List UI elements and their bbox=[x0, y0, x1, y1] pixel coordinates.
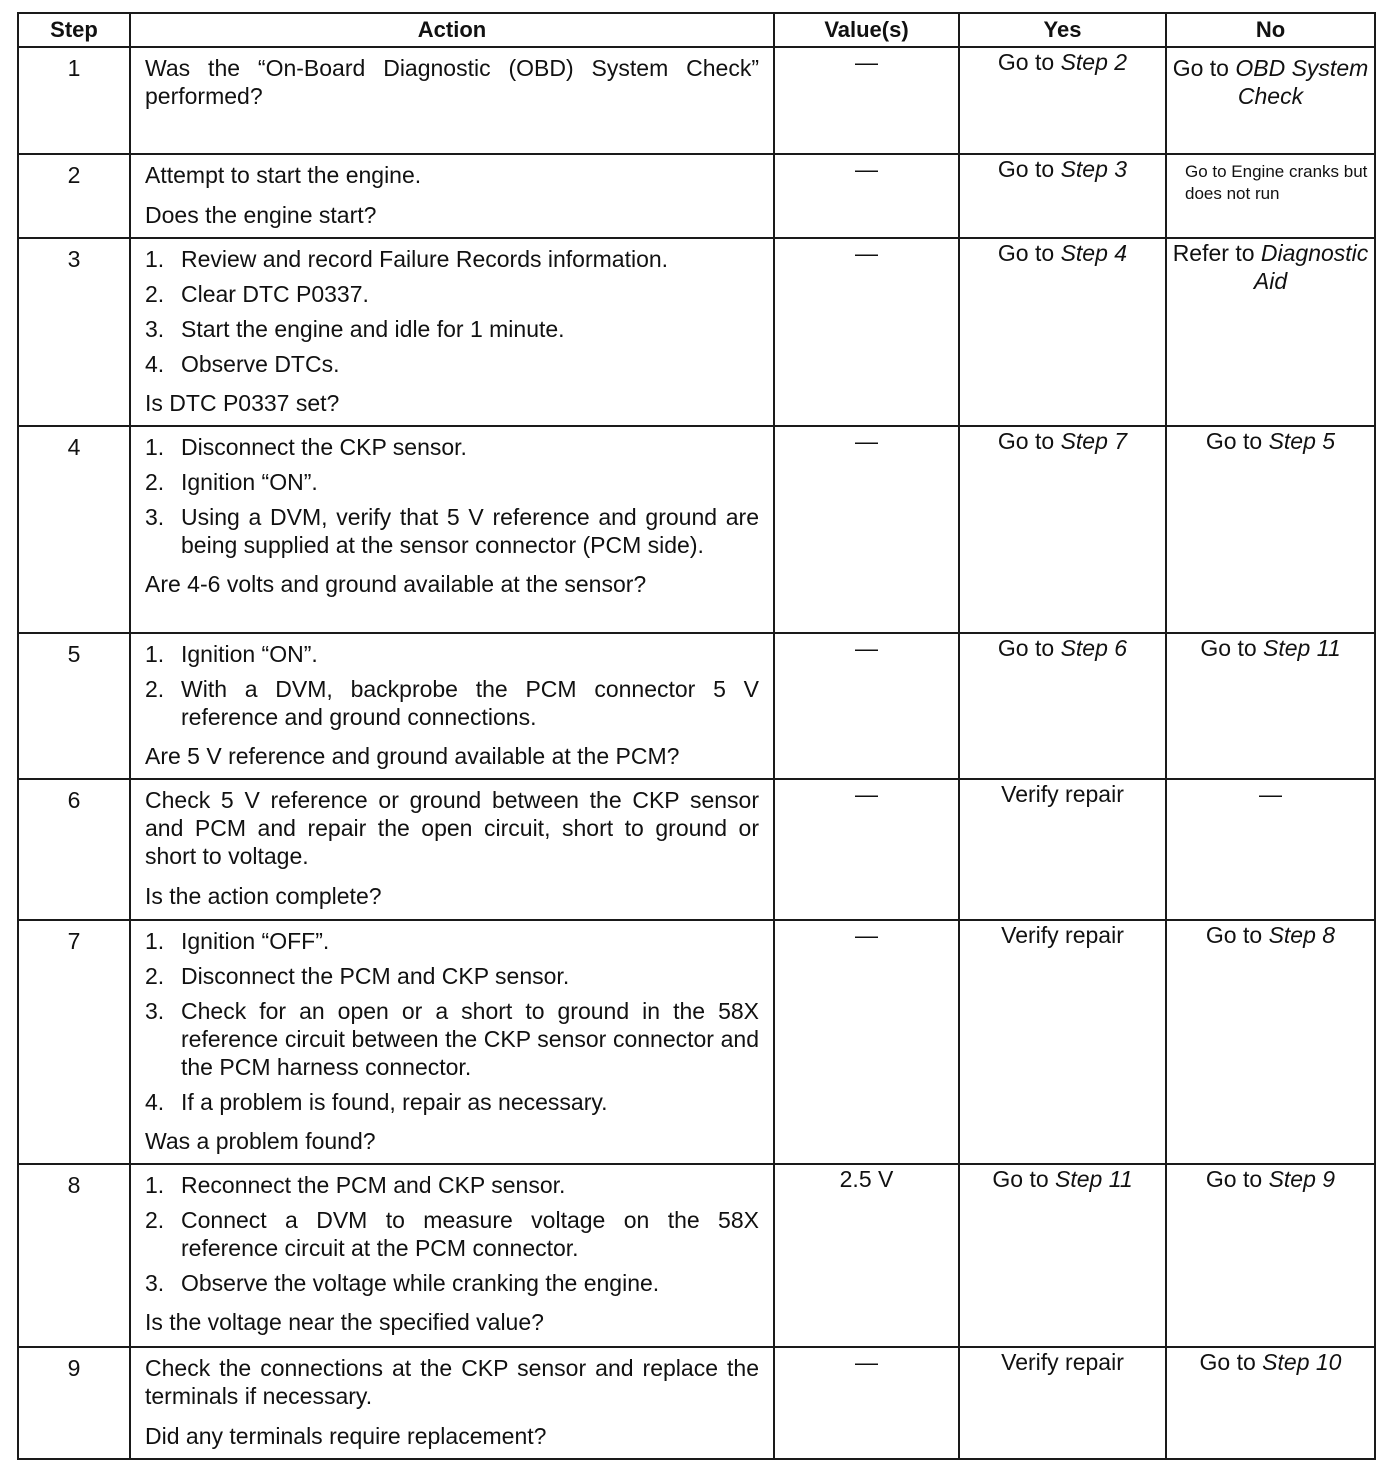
list-text: Observe DTCs. bbox=[181, 351, 340, 377]
list-text: Disconnect the CKP sensor. bbox=[181, 434, 467, 460]
yes-reference bbox=[998, 427, 1127, 455]
no-prefix: Go to bbox=[1205, 922, 1269, 948]
value-cell: — bbox=[774, 238, 959, 426]
yes-reference bbox=[998, 48, 1127, 76]
list-number: 2. bbox=[145, 676, 165, 702]
list-number: 1. bbox=[145, 434, 165, 460]
list-number: 1. bbox=[145, 1172, 165, 1198]
action-content bbox=[145, 640, 759, 770]
header-step: Step bbox=[18, 13, 130, 47]
step-number: 2 bbox=[18, 154, 130, 238]
no-link: Diagnostic Aid bbox=[1253, 240, 1369, 294]
value-cell: — bbox=[774, 920, 959, 1164]
value-cell: — bbox=[774, 1347, 959, 1459]
step-number: 7 bbox=[18, 920, 130, 1164]
value-cell: — bbox=[774, 779, 959, 920]
list-text: Review and record Failure Records information. bbox=[181, 246, 669, 272]
action-list-item bbox=[145, 350, 759, 378]
yes-link: Step 4 bbox=[1060, 240, 1128, 266]
no-cell bbox=[1166, 238, 1375, 426]
no-reference bbox=[1200, 1348, 1342, 1376]
no-reference bbox=[1200, 634, 1340, 662]
no-cell bbox=[1166, 1164, 1375, 1347]
list-text: Using a DVM, verify that 5 V reference and ground are being supplied at the sensor connector (PCM side). bbox=[181, 504, 759, 558]
action-list-item bbox=[145, 1269, 759, 1297]
no-link: Step 5 bbox=[1268, 428, 1336, 454]
no-link: OBD System Check bbox=[1235, 55, 1369, 109]
yes-cell bbox=[959, 47, 1166, 154]
table-row bbox=[18, 154, 1375, 238]
no-prefix: Go to bbox=[1172, 55, 1236, 81]
table-row bbox=[18, 920, 1375, 1164]
action-cell bbox=[130, 154, 774, 238]
action-content bbox=[145, 927, 759, 1155]
yes-cell bbox=[959, 426, 1166, 633]
action-list-item bbox=[145, 468, 759, 496]
action-cell bbox=[130, 1164, 774, 1347]
list-number: 2. bbox=[145, 963, 165, 989]
step-number: 3 bbox=[18, 238, 130, 426]
action-cell bbox=[130, 238, 774, 426]
step-number: 8 bbox=[18, 1164, 130, 1347]
header-values: Value(s) bbox=[774, 13, 959, 47]
action-cell bbox=[130, 779, 774, 920]
list-text: If a problem is found, repair as necessary. bbox=[181, 1089, 608, 1115]
action-instruction: Attempt to start the engine. bbox=[145, 162, 422, 188]
yes-prefix: Go to bbox=[997, 428, 1061, 454]
action-question: Is DTC P0337 set? bbox=[145, 390, 340, 416]
no-cell bbox=[1166, 154, 1375, 238]
list-text: Observe the voltage while cranking the engine. bbox=[181, 1270, 660, 1296]
no-reference bbox=[1167, 54, 1374, 110]
list-text: Reconnect the PCM and CKP sensor. bbox=[181, 1172, 566, 1198]
no-text: — bbox=[1259, 781, 1282, 807]
list-text: Clear DTC P0337. bbox=[181, 281, 369, 307]
table-row bbox=[18, 426, 1375, 633]
no-prefix: Go to bbox=[1199, 1349, 1263, 1375]
action-instruction: Check the connections at the CKP sensor and replace the terminals if necessary. bbox=[145, 1355, 759, 1409]
list-number: 2. bbox=[145, 469, 165, 495]
yes-prefix: Go to bbox=[997, 635, 1061, 661]
header-row bbox=[18, 13, 1375, 47]
yes-text: Verify repair bbox=[1001, 1349, 1124, 1375]
action-content bbox=[145, 786, 759, 910]
no-link: Step 8 bbox=[1268, 922, 1336, 948]
action-content bbox=[145, 161, 759, 229]
action-question: Was a problem found? bbox=[145, 1128, 376, 1154]
action-content bbox=[145, 54, 759, 110]
action-content bbox=[145, 1354, 759, 1450]
list-text: Ignition “OFF”. bbox=[181, 928, 330, 954]
no-prefix: Go to bbox=[1200, 635, 1264, 661]
yes-cell bbox=[959, 238, 1166, 426]
yes-text: Verify repair bbox=[1001, 781, 1124, 807]
table-row bbox=[18, 633, 1375, 779]
list-number: 4. bbox=[145, 1089, 165, 1115]
list-text: Ignition “ON”. bbox=[181, 641, 318, 667]
action-instruction: Was the “On-Board Diagnostic (OBD) System Check” performed? bbox=[145, 55, 759, 109]
action-question: Is the action complete? bbox=[145, 883, 382, 909]
yes-link: Step 6 bbox=[1060, 635, 1128, 661]
list-number: 3. bbox=[145, 504, 165, 530]
yes-prefix: Go to bbox=[997, 240, 1061, 266]
yes-cell bbox=[959, 633, 1166, 779]
list-number: 1. bbox=[145, 928, 165, 954]
action-list-item bbox=[145, 280, 759, 308]
no-reference bbox=[1206, 1165, 1335, 1193]
list-number: 3. bbox=[145, 1270, 165, 1296]
yes-cell bbox=[959, 1347, 1166, 1459]
action-list-item bbox=[145, 640, 759, 668]
action-question: Is the voltage near the specified value? bbox=[145, 1309, 544, 1335]
header-action: Action bbox=[130, 13, 774, 47]
no-cell bbox=[1166, 426, 1375, 633]
yes-reference bbox=[992, 1165, 1132, 1193]
action-question: Are 4-6 volts and ground available at the sensor? bbox=[145, 571, 647, 597]
action-list-item bbox=[145, 927, 759, 955]
action-list-item bbox=[145, 1088, 759, 1116]
table-row bbox=[18, 47, 1375, 154]
no-prefix: Go to bbox=[1205, 1166, 1269, 1192]
header-yes: Yes bbox=[959, 13, 1166, 47]
no-reference bbox=[1167, 239, 1374, 295]
yes-link: Step 3 bbox=[1060, 156, 1128, 182]
no-reference bbox=[1206, 921, 1335, 949]
no-link: Step 10 bbox=[1262, 1349, 1342, 1375]
list-number: 3. bbox=[145, 998, 165, 1024]
action-cell bbox=[130, 47, 774, 154]
no-cell bbox=[1166, 1347, 1375, 1459]
action-cell bbox=[130, 1347, 774, 1459]
list-number: 2. bbox=[145, 1207, 165, 1233]
yes-link: Step 11 bbox=[1055, 1166, 1133, 1192]
step-number: 6 bbox=[18, 779, 130, 920]
no-cell bbox=[1166, 920, 1375, 1164]
action-list-item bbox=[145, 997, 759, 1081]
action-list-item bbox=[145, 245, 759, 273]
no-link: Step 11 bbox=[1263, 635, 1341, 661]
yes-reference bbox=[998, 155, 1127, 183]
header-no: No bbox=[1166, 13, 1375, 47]
list-number: 1. bbox=[145, 641, 165, 667]
no-cell bbox=[1166, 779, 1375, 920]
list-text: Ignition “ON”. bbox=[181, 469, 318, 495]
action-instruction: Check 5 V reference or ground between the CKP sensor and PCM and repair the open circuit, short to ground or short to voltage. bbox=[145, 787, 759, 869]
list-text: Check for an open or a short to ground in the 58X reference circuit between the CKP sensor connector and the PCM harness connector. bbox=[181, 998, 759, 1080]
yes-cell bbox=[959, 1164, 1166, 1347]
action-list-item bbox=[145, 675, 759, 731]
action-question: Does the engine start? bbox=[145, 202, 377, 228]
no-prefix: Go to bbox=[1205, 428, 1269, 454]
no-cell bbox=[1166, 47, 1375, 154]
no-prefix: Refer to bbox=[1172, 240, 1261, 266]
value-cell: — bbox=[774, 154, 959, 238]
yes-cell bbox=[959, 920, 1166, 1164]
step-number: 4 bbox=[18, 426, 130, 633]
no-text: Go to Engine cranks but does not run bbox=[1185, 162, 1368, 203]
action-list-item bbox=[145, 1206, 759, 1262]
action-cell bbox=[130, 920, 774, 1164]
list-number: 2. bbox=[145, 281, 165, 307]
action-list-item bbox=[145, 962, 759, 990]
no-reference bbox=[1206, 427, 1335, 455]
value-cell: — bbox=[774, 633, 959, 779]
yes-prefix: Go to bbox=[997, 49, 1061, 75]
no-cell bbox=[1166, 633, 1375, 779]
table-row bbox=[18, 1347, 1375, 1459]
table-row bbox=[18, 238, 1375, 426]
yes-reference bbox=[998, 634, 1127, 662]
step-number: 5 bbox=[18, 633, 130, 779]
list-text: Disconnect the PCM and CKP sensor. bbox=[181, 963, 570, 989]
list-number: 4. bbox=[145, 351, 165, 377]
action-list-item bbox=[145, 1171, 759, 1199]
action-content bbox=[145, 433, 759, 598]
list-number: 3. bbox=[145, 316, 165, 342]
yes-prefix: Go to bbox=[992, 1166, 1056, 1192]
yes-prefix: Go to bbox=[997, 156, 1061, 182]
table-row bbox=[18, 779, 1375, 920]
list-text: Start the engine and idle for 1 minute. bbox=[181, 316, 565, 342]
action-question: Did any terminals require replacement? bbox=[145, 1423, 547, 1449]
action-cell bbox=[130, 633, 774, 779]
step-number: 9 bbox=[18, 1347, 130, 1459]
yes-cell bbox=[959, 154, 1166, 238]
action-question: Are 5 V reference and ground available at the PCM? bbox=[145, 743, 680, 769]
action-content bbox=[145, 245, 759, 417]
no-link: Step 9 bbox=[1268, 1166, 1336, 1192]
value-cell: — bbox=[774, 47, 959, 154]
action-content bbox=[145, 1171, 759, 1336]
yes-link: Step 7 bbox=[1060, 428, 1128, 454]
yes-link: Step 2 bbox=[1060, 49, 1128, 75]
table-body bbox=[18, 47, 1375, 1459]
action-list-item bbox=[145, 503, 759, 559]
table-row bbox=[18, 1164, 1375, 1347]
yes-text: Verify repair bbox=[1001, 922, 1124, 948]
list-text: With a DVM, backprobe the PCM connector 5 V reference and ground connections. bbox=[181, 676, 759, 730]
action-cell bbox=[130, 426, 774, 633]
list-number: 1. bbox=[145, 246, 165, 272]
value-cell: — bbox=[774, 426, 959, 633]
yes-cell bbox=[959, 779, 1166, 920]
action-list-item bbox=[145, 315, 759, 343]
yes-reference bbox=[998, 239, 1127, 267]
step-number: 1 bbox=[18, 47, 130, 154]
action-list-item bbox=[145, 433, 759, 461]
diagnostic-table bbox=[17, 12, 1376, 1460]
list-text: Connect a DVM to measure voltage on the 58X reference circuit at the PCM connector. bbox=[181, 1207, 759, 1261]
value-cell: 2.5 V bbox=[774, 1164, 959, 1347]
